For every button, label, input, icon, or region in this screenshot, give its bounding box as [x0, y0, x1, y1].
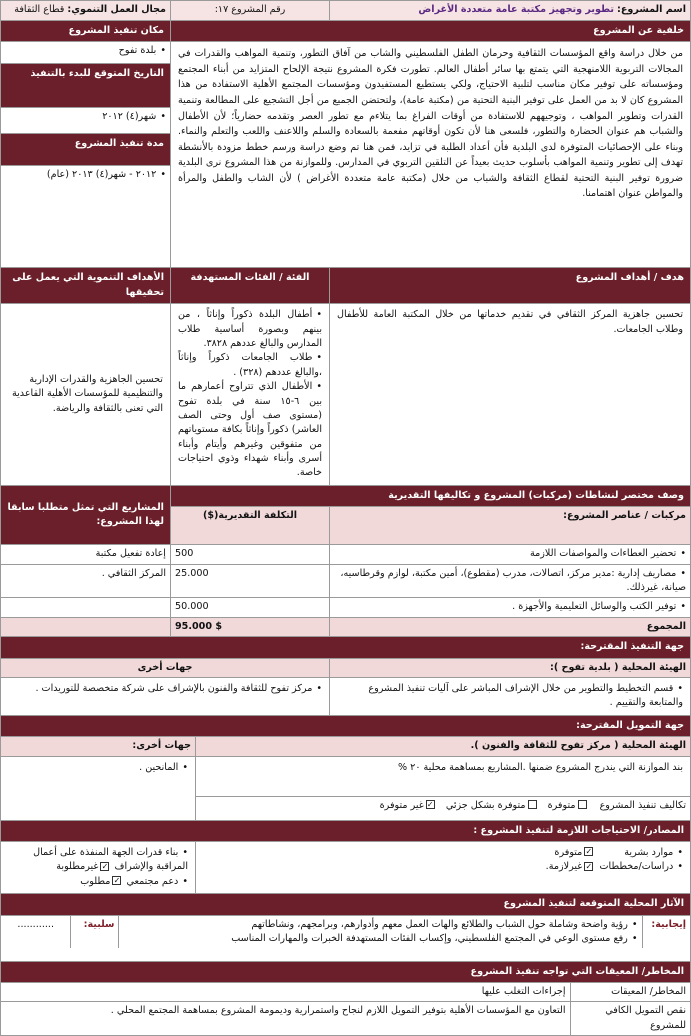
opt-available-label: متوفرة	[547, 799, 576, 811]
cost-status-label: تكاليف تنفيذ المشروع	[599, 799, 686, 811]
activities-title: وصف مختصر لنشاطات (مركبات) المشروع و تكاليفها التقديرية	[170, 485, 690, 506]
studies-status: غيرلازمة.	[545, 861, 583, 873]
prereq-text: إعادة تفعيل مكتبة	[95, 548, 166, 560]
background-text: من خلال دراسة واقع المؤسسات الثقافية وحرمان الطفل الفلسطيني والشاب من آفاق التطور، وتنمية المواهب والقدرات في المجالات التربوية اللامنهجية التي يتمتع بها سائر أطفال العالم. تطورت فكرة المشروع نتيجة الإلحاح المتزايد من أبناء المجتمع ومؤسساته على توفير مكان مناسب لتلبية الاحتياج، ولكي يستطيع المستفيدون ومؤسسات المجتمع الأهلية الاستفادة من هذا المشروع كان لا بد من العمل على توفير البنية التحتية من (مكتبة عامة)، ولتحتضن الجميع من أجل التشجيع على المطالعة وتنمية القدرات وتطوير المواهب ، وتوجيههم للاستفادة من أوقات الفراغ بما يتلاءم مع تطور العصر وتقدمه حضارياً؛ لأن الأطفال والشباب هم عنوان الحضارة والتطور، فلسعى هنا لأن تكون أوقاتهم مفعمة بالسعادة والسلم واللاعنف واللعب والتعلم والنماء. وبناء على الإحصائيات المتوفرة لدى البلدية فأن أعداد الطلبة في تزايد، فمن هنا تم وضع دراسة ورسم خطط مزودة بالأنشطة تهدف إلى تطوير وتنمية المواهب بأسلوب حديث بعيداً عن التلقين التربوي في المدارس. وللموازنة من هذا المشروع نرى البلدية ضرورة توفير البنية التحتية لقطاع الثقافة والشباب من خلال (مكتبة عامة متعددة الأغراض ) لأن الشاب والطفل والمرأة والمواطن عنوان اهتمامنا.	[177, 48, 683, 200]
positive-label: إيجابية:	[642, 916, 690, 949]
activity-row: • تحضير العطاءات والمواصفات اللازمة 500 إعادة تفعيل مكتبة	[0, 545, 690, 564]
sector-value: قطاع الثقافة	[14, 4, 65, 15]
project-name-label: اسم المشروع:	[617, 4, 686, 15]
risk-item: نقص التمويل الكافي للمشروع	[570, 1002, 690, 1035]
negative-value: ............	[1, 916, 71, 949]
studies-label: دراسات/مخططات	[599, 861, 674, 873]
hr-status: متوفرة	[554, 846, 583, 858]
community-label: دعم مجتمعي	[126, 875, 179, 887]
prereq-text: المركز الثقافي .	[101, 567, 166, 579]
impacts-title: الآثار المحلية المتوقعة لتنفيذ المشروع	[0, 894, 690, 915]
activity-row: • مصاريف إدارية :مدير مركز، اتصالات، مدرب (مقطوع)، أمين مكتبة، لوازم وقرطاسيه، صيانة، غيرذلك. 25.000 المركز الثقافي .	[0, 564, 690, 598]
capacity-checkbox[interactable]: ✓	[101, 861, 109, 871]
start-value: شهر(٤) ٢٠١٢	[102, 111, 157, 123]
sector-label: مجال العمل التنموي:	[67, 4, 166, 15]
implementing-title: جهة التنفيذ المقترحة:	[0, 637, 690, 658]
activity-cost: 500	[174, 548, 194, 560]
project-number: رقم المشروع ١٧:	[214, 4, 286, 15]
impl-local-label: الهيئة المحلية ( بلدية تفوح ):	[330, 658, 691, 677]
community-checkbox[interactable]: ✓	[113, 876, 121, 886]
impl-other-item: مركز تفوح للثقافة والفنون بالإشراف على شركة متخصصة للتوريدات .	[35, 682, 313, 694]
measure-item: التعاون مع المؤسسات الأهلية بتوفير التمويل اللازم لنجاح واستمرارية وديمومة المشروع بمساهمة المجتمع المحلي .	[1, 1002, 570, 1035]
activity-cost: 50.000	[174, 601, 209, 613]
location-label: مكان تنفيذ المشروع	[0, 21, 170, 42]
start-label: التاريخ المتوقع للبدء بالتنفيذ	[0, 64, 170, 108]
target-item: • طلاب الجامعات ذكوراً وإناثاً ،والبالغ عددهم (٣٢٨) .	[178, 351, 322, 380]
total-label: المجموع	[330, 617, 691, 636]
components-header: مركبات / عناصر المشروع:	[330, 507, 691, 545]
cost-header: التكلفة التقديرية($)	[170, 507, 329, 545]
prereq-title: المشاريع التي تمثل متطلبا سابقا لهذا المشروع:	[0, 485, 170, 544]
project-name: تطوير وتجهيز مكتبة عامة متعددة الأغراض	[418, 4, 614, 15]
risk-header: المخاطر/ المعيقات	[570, 983, 690, 1002]
target-header: الفئة / الفئات المستهدفة	[170, 268, 329, 304]
fund-local-text: بند الموازنة التي يندرج المشروع ضمنها .المشاريع بمساهمة محلية ٢٠ %	[398, 761, 683, 773]
target-item: • الأطفال الذي تتراوح أعمارهم ما بين ٦-١٥ سنة في بلدة تفوح (مستوى صف أول وحتى الصف العاشر) ذكوراً وإناثاً بكافة مستوياتهم من متفوقين وغيرهم وأيتام وأبناء أسرى وأبناء شهداء وذوي احتياجات خاصة.	[178, 380, 322, 481]
positive-item: رفع مستوى الوعي في المجتمع الفلسطيني، وإكساب الفئات المستهدفة الخبرات والمهارات المناسب	[231, 932, 628, 944]
opt-available-checkbox[interactable]	[578, 800, 587, 809]
opt-unavailable-checkbox[interactable]: ✓	[426, 800, 434, 810]
goals-header: هدف / أهداف المشروع	[330, 268, 691, 304]
hr-label: موارد بشرية	[624, 846, 674, 858]
target-item: • أطفال البلدة ذكوراً وإناثاً ، من بينهم وبصورة أساسية طلاب المدارس والبالغ عددهم ٣٨٢٨.	[178, 308, 322, 351]
activity-cost: 25.000	[174, 567, 209, 579]
impl-local-item: قسم التخطيط والتطوير من خلال الإشراف المباشر على آليات تنفيذ المشروع والمتابعة والتقييم .	[368, 682, 683, 709]
risks-title: المخاطر/ المعيقات التي تواجه تنفيذ المشروع	[0, 961, 690, 982]
funding-title: جهة التمويل المقترحة:	[0, 715, 690, 736]
measure-header: إجراءات التغلب عليها	[1, 983, 570, 1002]
header-row	[0, 1, 690, 21]
community-status: مطلوب	[80, 875, 111, 887]
positive-item: رؤية واضحة وشاملة حول الشباب والطلائع والهات العمل معهم وأدوارهم، وبرامجهم، ونشاطاتهم	[251, 918, 628, 930]
activity-row: • توفير الكتب والوسائل التعليمية والأجهزة . 50.000	[0, 598, 690, 617]
opt-unavailable-label: غير متوفرة	[379, 799, 424, 811]
hr-checkbox[interactable]: ✓	[585, 847, 593, 857]
resources-title: المصادر/ الاحتياجات اللازمة لتنفيذ المشروع :	[0, 820, 690, 841]
studies-checkbox[interactable]: ✓	[585, 861, 593, 871]
dev-goal-text: تحسين الجاهزية والقدرات الإدارية والتنظيمية للمؤسسات الأهلية القاعدية التي تعنى بالثقافة والرياضة.	[11, 373, 163, 414]
duration-label: مدة تنفيذ المشروع	[0, 134, 170, 166]
fund-local-label: الهيئة المحلية ( مركز تفوح للثقافة والفنون ).	[196, 737, 691, 756]
fund-other-label: جهات أخرى:	[0, 737, 195, 756]
negative-label: سلبية:	[71, 916, 119, 949]
dev-goals-header: الأهداف التنموية التي يعمل على تحقيقها	[0, 268, 170, 304]
background-title: خلفية عن المشروع	[170, 21, 690, 42]
opt-partial-checkbox[interactable]	[528, 800, 537, 809]
total-value: 95.000 $	[170, 617, 329, 636]
fund-other-item: المانحين .	[139, 761, 179, 773]
duration-value: ٢٠١٢ - شهر(٤) ٢٠١٣ (عام)	[46, 169, 157, 181]
location-value: بلدة تفوح	[118, 45, 157, 57]
capacity-label: بناء قدرات الجهة المنفذة على أعمال المراقبة والإشراف	[33, 846, 188, 873]
capacity-status: غيرمطلوبة	[56, 861, 99, 873]
goal-text: تحسين جاهزية المركز الثقافي في تقديم خدماتها من خلال المكتبة العامة للأطفال وطلاب الجامعات.	[337, 309, 683, 335]
opt-partial-label: متوفرة بشكل جزئي	[445, 799, 526, 811]
impl-other-label: جهات أخرى	[0, 658, 329, 677]
